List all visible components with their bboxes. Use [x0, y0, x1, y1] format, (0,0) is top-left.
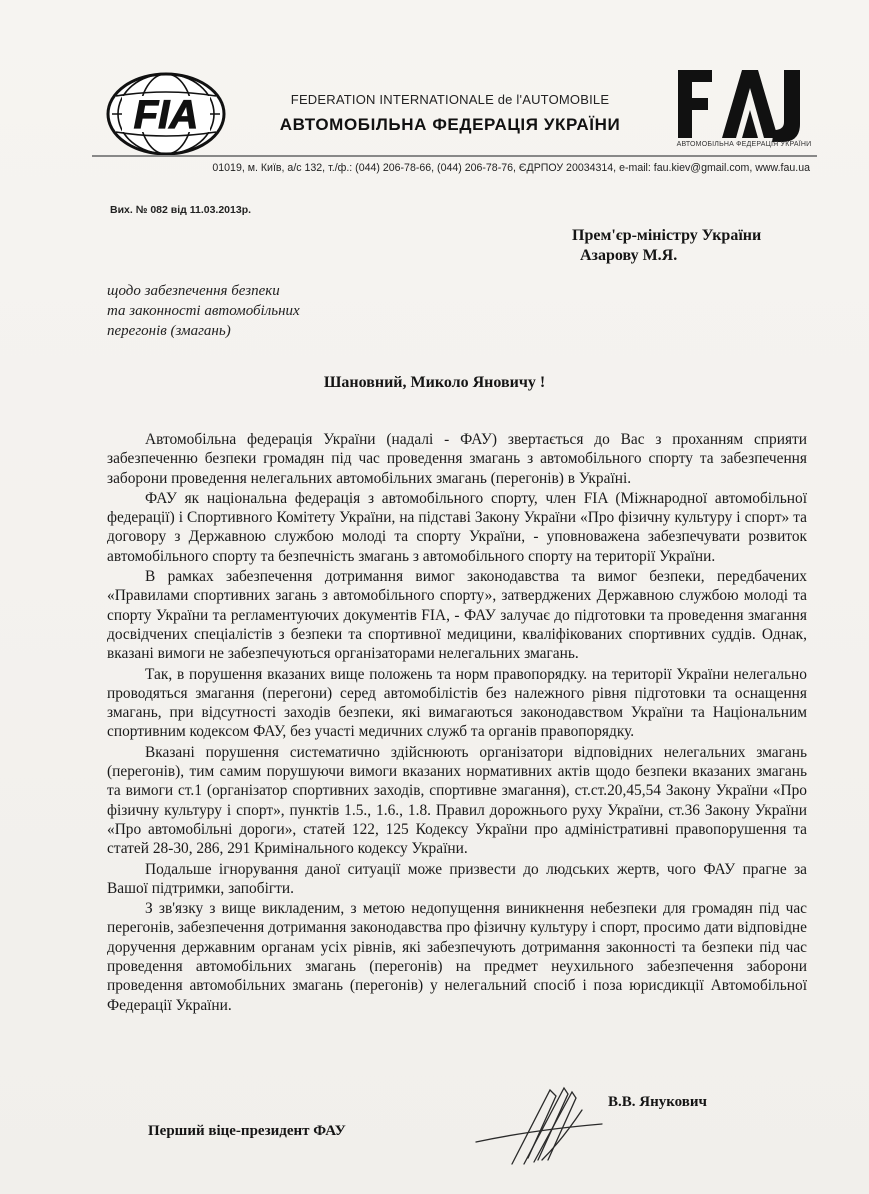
- letter-body: [107, 430, 807, 1015]
- letter-subject: [107, 281, 300, 341]
- addressee-position: Прем'єр-міністру України: [572, 227, 762, 244]
- svg-text:FIA: FIA: [133, 93, 199, 137]
- subject-line: перегонів (змагань): [107, 323, 231, 339]
- body-paragraph: З зв'язку з вище викладеним, з метою недопущення виникнення небезпеки для громадян під час перегонів, забезпечення дотримання законодавства про фізичну культуру і спорт, просимо дати відповідне доручення державним органам усіх рівнів, які забезпечують дотримання законності та безпеки під час проведення автомобільних змагань (перегонів) на предмет неухильного забезпечення заборони проведення автомобільних змагань (перегонів) у нелегальний спосіб і поза юрисдикції Автомобільної Федерації України.: [107, 900, 807, 1014]
- body-paragraph: Вказані порушення систематично здійснюють організатори відповідних нелегальних змагань (перегонів), тим самим порушуючи вимоги вказаних нормативних актів щодо безпеки вказаних змагань та вимоги ст.1 (організатор спортивних заходів, спортивне змагання), ст.ст.20,45,54 Закону України «Про фізичну культуру і спорт», пунктів 1.5., 1.6., 1.8. Правил дорожнього руху України, ст.36 Закону України «Про автомобільні дороги», статей 122, 125 Кодексу України про адміністративні правопорушення та статей 28-30, 286, 291 Кримінального кодексу України.: [107, 743, 807, 858]
- outgoing-reference: Вих. № 082 від 11.03.2013р.: [110, 204, 252, 216]
- body-paragraph: Автомобільна федерація України (надалі - ФАУ) звертається до Вас з проханням сприяти забезпеченню безпеки громадян під час проведення змагань з автомобільного спорту та забезпечення заборони проведення нелегальних автомобільних змагань (перегонів) в Україні.: [107, 431, 807, 487]
- subject-line: щодо забезпечення безпеки: [107, 283, 280, 299]
- header-divider: [92, 155, 817, 157]
- signer-title: Перший віце-президент ФАУ: [148, 1123, 346, 1139]
- addressee: [572, 226, 761, 266]
- addressee-name: Азарову М.Я.: [580, 247, 678, 264]
- fia-logo: [104, 70, 228, 158]
- subject-line: та законності автомобільних: [107, 303, 300, 319]
- handwritten-signature: [472, 1080, 622, 1170]
- fau-logo-subtitle: АВТОМОБІЛЬНА ФЕДЕРАЦІЯ УКРАЇНИ: [676, 141, 812, 148]
- body-paragraph: Подальше ігнорування даної ситуації може призвести до людських жертв, чого ФАУ прагне за Вашої підтримки, запобігти.: [107, 860, 807, 897]
- header-federation-name: FEDERATION INTERNATIONALE de l'AUTOMOBILE: [290, 92, 610, 107]
- header-org-title: АВТОМОБІЛЬНА ФЕДЕРАЦІЯ УКРАЇНИ: [279, 115, 621, 134]
- signer-name: В.В. Янукович: [608, 1094, 708, 1110]
- salutation: Шановний, Миколо Яновичу !: [323, 374, 546, 391]
- header-contacts: 01019, м. Київ, а/с 132, т./ф.: (044) 206-78-66, (044) 206-78-76, ЄДРПОУ 20034314, e-mail: fau.kiev@gmail.com, www.fau.ua: [212, 162, 810, 174]
- body-paragraph: ФАУ як національна федерація з автомобільного спорту, член FIA (Міжнародної автомобільної федерації) і Спортивного Комітету України, на підставі Закону України «Про фізичну культуру і спорт» та договору з Державною службою молоді та спорту України, - уповноважена забезпечувати розвиток автомобільного спорту та безпечність змагань з автомобільного спорту на території України.: [107, 489, 807, 565]
- body-paragraph: Так, в порушення вказаних вище положень та норм правопорядку. на території України нелегально проводяться змагання (перегони) серед автомобілістів без належного рівня підготовки та оснащення змагань, при відсутності заходів безпеки, які вимагаються законодавством України та Національним спортивним кодексом ФАУ, без участі медичних служб та органів правопорядку.: [107, 665, 807, 741]
- body-paragraph: В рамках забезпечення дотримання вимог законодавства та вимог безпеки, передбачених «Правилами спортивних загань з автомобільного спорту», затверджених Державною службою молоді та спорту України та регламентуючих документів FIA, - ФАУ залучає до підготовки та проведення змагання досвідчених спеціалістів з безпеки та спортивної медицини, кваліфікованих спортивних суддів. Однак, вказані вимоги не забезпечуються організаторами нелегальних змагань.: [107, 568, 807, 663]
